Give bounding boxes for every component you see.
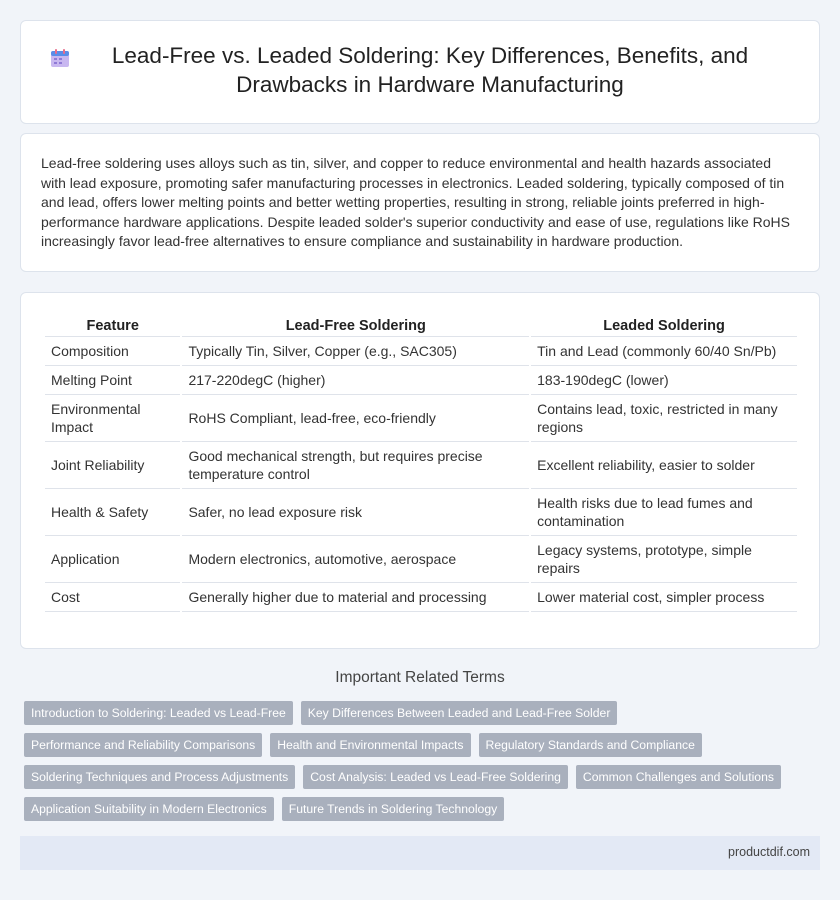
related-term-tag[interactable]: Cost Analysis: Leaded vs Lead-Free Soldering <box>303 765 568 789</box>
table-cell-feature: Composition <box>45 337 180 366</box>
related-term-tag[interactable]: Future Trends in Soldering Technology <box>282 797 504 821</box>
table-cell-feature: Cost <box>45 583 180 612</box>
table-cell-lead-free: Good mechanical strength, but requires precise temperature control <box>182 442 529 489</box>
related-term-tag[interactable]: Performance and Reliability Comparisons <box>24 733 262 757</box>
table-cell-feature: Joint Reliability <box>45 442 180 489</box>
table-header-row <box>45 315 797 337</box>
table-cell-lead-free: Typically Tin, Silver, Copper (e.g., SAC305) <box>182 337 529 366</box>
related-term-tag[interactable]: Application Suitability in Modern Electronics <box>24 797 274 821</box>
table-cell-leaded: 183-190degC (lower) <box>531 366 797 395</box>
table-cell-leaded: Tin and Lead (commonly 60/40 Sn/Pb) <box>531 337 797 366</box>
table-cell-leaded: Health risks due to lead fumes and contamination <box>531 489 797 536</box>
table-cell-feature: Health & Safety <box>45 489 180 536</box>
tag-row <box>24 765 814 789</box>
header-card <box>20 20 820 124</box>
column-header-feature: Feature <box>45 315 180 337</box>
column-header-lead-free: Lead-Free Soldering <box>182 315 529 337</box>
table-row <box>45 442 797 489</box>
related-term-tag[interactable]: Common Challenges and Solutions <box>576 765 781 789</box>
comparison-table <box>43 315 799 612</box>
related-term-tag[interactable]: Regulatory Standards and Compliance <box>479 733 702 757</box>
footer <box>20 836 820 870</box>
tag-row <box>24 733 814 757</box>
related-terms-heading: Important Related Terms <box>335 669 505 686</box>
table-row <box>45 489 797 536</box>
table-cell-lead-free: Safer, no lead exposure risk <box>182 489 529 536</box>
table-row <box>45 583 797 612</box>
table-cell-feature: Application <box>45 536 180 583</box>
table-cell-leaded: Excellent reliability, easier to solder <box>531 442 797 489</box>
table-row <box>45 536 797 583</box>
column-header-leaded: Leaded Soldering <box>531 315 797 337</box>
table-cell-leaded: Contains lead, toxic, restricted in many regions <box>531 395 797 442</box>
table-cell-leaded: Legacy systems, prototype, simple repairs <box>531 536 797 583</box>
intro-paragraph: Lead-free soldering uses alloys such as tin, silver, and copper to reduce environmental and health hazards associated with lead exposure, promoting safer manufacturing processes in electronics. Leaded soldering, typically composed of tin and lead, offers lower melting points and better wetting properties, resulting in strong, reliable joints preferred in high-performance hardware applications. Despite leaded solder's superior conductivity and ease of use, regulations like RoHS increasingly favor lead-free alternatives to ensure compliance and sustainability in hardware production. <box>41 155 790 250</box>
related-term-tag[interactable]: Key Differences Between Leaded and Lead-Free Solder <box>301 701 618 725</box>
related-term-tag[interactable]: Health and Environmental Impacts <box>270 733 470 757</box>
table-row <box>45 366 797 395</box>
related-term-tag[interactable]: Soldering Techniques and Process Adjustments <box>24 765 295 789</box>
table-cell-lead-free: 217-220degC (higher) <box>182 366 529 395</box>
table-cell-leaded: Lower material cost, simpler process <box>531 583 797 612</box>
related-terms-list <box>24 701 814 829</box>
table-row <box>45 395 797 442</box>
table-cell-feature: Environmental Impact <box>45 395 180 442</box>
footer-site-link[interactable]: productdif.com <box>728 845 810 859</box>
table-cell-lead-free: RoHS Compliant, lead-free, eco-friendly <box>182 395 529 442</box>
related-term-tag[interactable]: Introduction to Soldering: Leaded vs Lead-Free <box>24 701 293 725</box>
table-cell-feature: Melting Point <box>45 366 180 395</box>
table-cell-lead-free: Generally higher due to material and processing <box>182 583 529 612</box>
tag-row <box>24 797 814 821</box>
comparison-table-card <box>20 292 820 649</box>
table-row <box>45 337 797 366</box>
intro-card <box>20 133 820 272</box>
tag-row <box>24 701 814 725</box>
page-title: Lead-Free vs. Leaded Soldering: Key Differences, Benefits, and Drawbacks in Hardware Manufacturing <box>111 43 749 97</box>
table-cell-lead-free: Modern electronics, automotive, aerospace <box>182 536 529 583</box>
